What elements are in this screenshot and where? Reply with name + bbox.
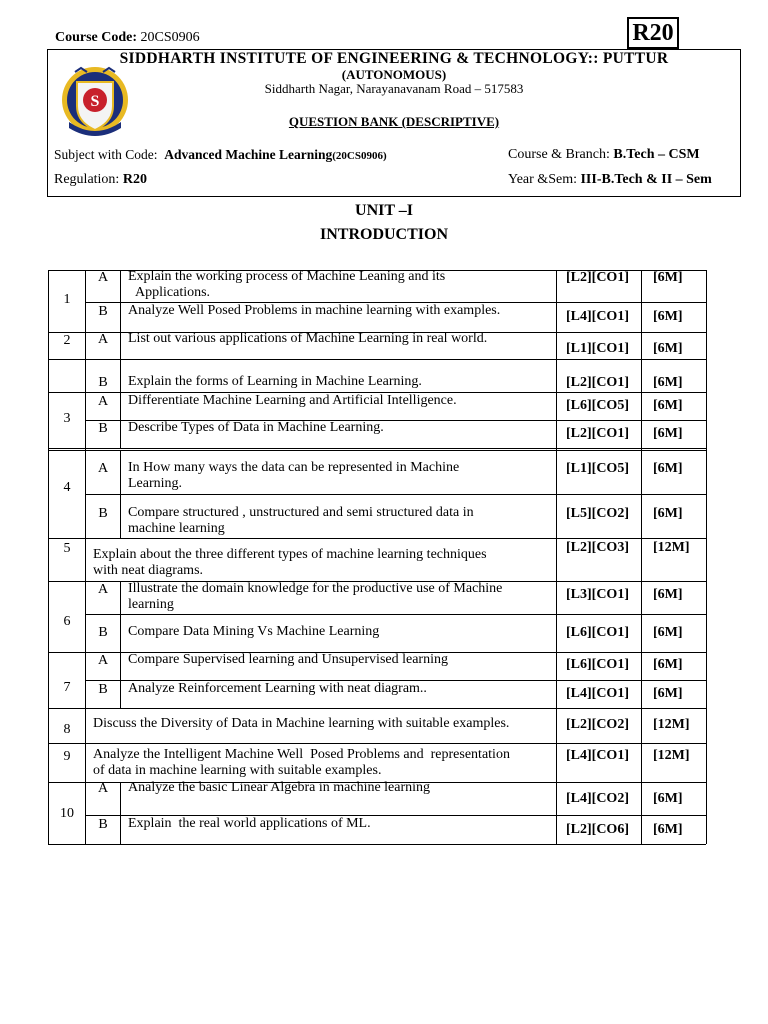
table-border (120, 270, 121, 302)
question-number: 1 (63, 292, 71, 307)
marks-label: [12M] (653, 748, 690, 763)
question-number: 8 (63, 722, 71, 737)
marks-label: [12M] (653, 717, 690, 732)
bloom-co-tag: [L2][CO1] (566, 270, 629, 285)
marks-label: [6M] (653, 309, 683, 324)
question-part-label: A (97, 461, 109, 476)
bloom-co-tag: [L6][CO5] (566, 398, 629, 413)
question-number: 3 (63, 411, 71, 426)
question-part-label: B (98, 625, 108, 640)
yearsem-label: Year &Sem: (508, 172, 577, 187)
table-border (120, 332, 121, 359)
table-border (120, 450, 121, 494)
yearsem-value: III-B.Tech & II – Sem (580, 172, 712, 187)
bloom-co-tag: [L2][CO3] (566, 540, 629, 555)
table-border (120, 614, 121, 652)
bloom-co-tag: [L4][CO1] (566, 748, 629, 763)
question-text: Compare structured , unstructured and semi structured data in machine learning (128, 505, 474, 536)
bloom-co-tag: [L6][CO1] (566, 657, 629, 672)
marks-label: [6M] (653, 791, 683, 806)
question-number: 7 (63, 680, 71, 695)
table-border (48, 450, 706, 451)
table-border (85, 270, 86, 844)
marks-label: [6M] (653, 657, 683, 672)
marks-label: [6M] (653, 587, 683, 602)
marks-label: [6M] (653, 625, 683, 640)
bloom-co-tag: [L1][CO5] (566, 461, 629, 476)
table-border (120, 302, 121, 332)
subject-label: Subject with Code: (54, 147, 158, 162)
unit-subtitle: INTRODUCTION (319, 226, 448, 243)
table-border (48, 743, 706, 744)
marks-label: [6M] (653, 398, 683, 413)
header-box (47, 49, 741, 197)
course-code-label: Course Code: (55, 30, 138, 45)
regulation-label: Regulation: (54, 172, 120, 187)
marks-label: [6M] (653, 341, 683, 356)
table-border (48, 359, 706, 360)
marks-label: [6M] (653, 506, 683, 521)
question-part-label: A (97, 781, 109, 796)
question-part-label: B (98, 375, 108, 390)
question-text: Analyze the Intelligent Machine Well Posed Problems and representation of data in machine learning with suitable examples. (93, 747, 510, 778)
question-part-label: A (97, 270, 109, 285)
table-border (85, 614, 706, 615)
question-number: 6 (63, 614, 71, 629)
question-text: In How many ways the data can be represented in Machine Learning. (128, 460, 460, 491)
bloom-co-tag: [L1][CO1] (566, 341, 629, 356)
branch-label: Course & Branch: (508, 147, 610, 162)
question-text: Analyze Reinforcement Learning with neat diagram.. (128, 681, 427, 696)
branch-value: B.Tech – CSM (613, 147, 700, 162)
table-border (120, 652, 121, 680)
table-border (556, 270, 557, 844)
course-code-value: 20CS0906 (140, 30, 200, 45)
regulation-badge: R20 (627, 17, 679, 49)
bloom-co-tag: [L4][CO2] (566, 791, 629, 806)
question-number: 9 (63, 749, 71, 764)
table-border (120, 494, 121, 538)
bloom-co-tag: [L2][CO2] (566, 717, 629, 732)
subject-row (54, 147, 387, 163)
question-number: 10 (60, 806, 74, 821)
regulation-row (54, 172, 147, 188)
unit-title: UNIT –I (355, 202, 413, 219)
table-border (85, 494, 706, 495)
question-number: 2 (63, 333, 71, 348)
branch-row (508, 147, 700, 163)
question-text: Analyze Well Posed Problems in machine learning with examples. (128, 303, 501, 318)
table-border (120, 815, 121, 844)
question-part-label: B (98, 421, 108, 436)
question-text: Explain about the three different types of machine learning techniques with neat diagrams. (93, 547, 487, 578)
bloom-co-tag: [L2][CO6] (566, 822, 629, 837)
question-text: Explain the real world applications of ML. (128, 816, 371, 831)
question-text: Explain the forms of Learning in Machine Learning. (128, 374, 422, 389)
institute-address: Siddharth Nagar, Narayanavanam Road – 517583 (264, 81, 524, 96)
marks-label: [6M] (653, 686, 683, 701)
table-border (120, 581, 121, 614)
question-text: Compare Supervised learning and Unsupervised learning (128, 652, 448, 667)
table-border (48, 708, 706, 709)
question-part-label: B (98, 682, 108, 697)
course-code (55, 30, 200, 46)
question-part-label: B (98, 817, 108, 832)
bloom-co-tag: [L4][CO1] (566, 686, 629, 701)
question-text: Differentiate Machine Learning and Artificial Intelligence. (128, 393, 457, 408)
marks-label: [6M] (653, 822, 683, 837)
table-border (48, 448, 706, 449)
table-border (120, 420, 121, 448)
marks-label: [6M] (653, 270, 683, 285)
bloom-co-tag: [L2][CO1] (566, 375, 629, 390)
subject-value: Advanced Machine Learning (164, 147, 333, 162)
year-sem-row (508, 172, 712, 188)
bloom-co-tag: [L4][CO1] (566, 309, 629, 324)
bloom-co-tag: [L6][CO1] (566, 625, 629, 640)
question-part-label: B (98, 304, 108, 319)
question-number: 5 (63, 541, 71, 556)
table-border (120, 392, 121, 420)
question-number: 4 (63, 480, 71, 495)
question-part-label: A (97, 332, 109, 347)
bloom-co-tag: [L2][CO1] (566, 426, 629, 441)
question-part-label: A (97, 394, 109, 409)
question-text: Describe Types of Data in Machine Learning. (128, 420, 384, 435)
question-bank-title: QUESTION BANK (DESCRIPTIVE) (288, 114, 500, 129)
table-border (641, 270, 642, 844)
table-border (120, 680, 121, 708)
bloom-co-tag: [L3][CO1] (566, 587, 629, 602)
question-text: Discuss the Diversity of Data in Machine learning with suitable examples. (93, 716, 510, 731)
marks-label: [6M] (653, 375, 683, 390)
question-text: Compare Data Mining Vs Machine Learning (128, 624, 380, 639)
subject-code: (20CS0906) (332, 150, 387, 162)
question-part-label: A (97, 582, 109, 597)
question-part-label: A (97, 653, 109, 668)
table-border (48, 538, 706, 539)
marks-label: [6M] (653, 426, 683, 441)
bloom-co-tag: [L5][CO2] (566, 506, 629, 521)
question-part-label: B (98, 506, 108, 521)
table-border (706, 270, 707, 844)
question-text: Explain the working process of Machine Leaning and its Applications. (128, 269, 446, 300)
svg-text:S: S (90, 93, 100, 110)
table-border (48, 844, 706, 845)
institute-name: SIDDHARTH INSTITUTE OF ENGINEERING & TECHNOLOGY:: PUTTUR (119, 50, 669, 67)
regulation-value: R20 (122, 172, 147, 187)
question-text: Analyze the basic Linear Algebra in machine learning (128, 780, 431, 795)
question-text: List out various applications of Machine Learning in real world. (128, 331, 488, 346)
table-border (120, 782, 121, 815)
table-border (120, 359, 121, 392)
marks-label: [6M] (653, 461, 683, 476)
marks-label: [12M] (653, 540, 690, 555)
question-text: Illustrate the domain knowledge for the productive use of Machine learning (128, 581, 503, 612)
autonomous-label: (AUTONOMOUS) (341, 67, 447, 82)
